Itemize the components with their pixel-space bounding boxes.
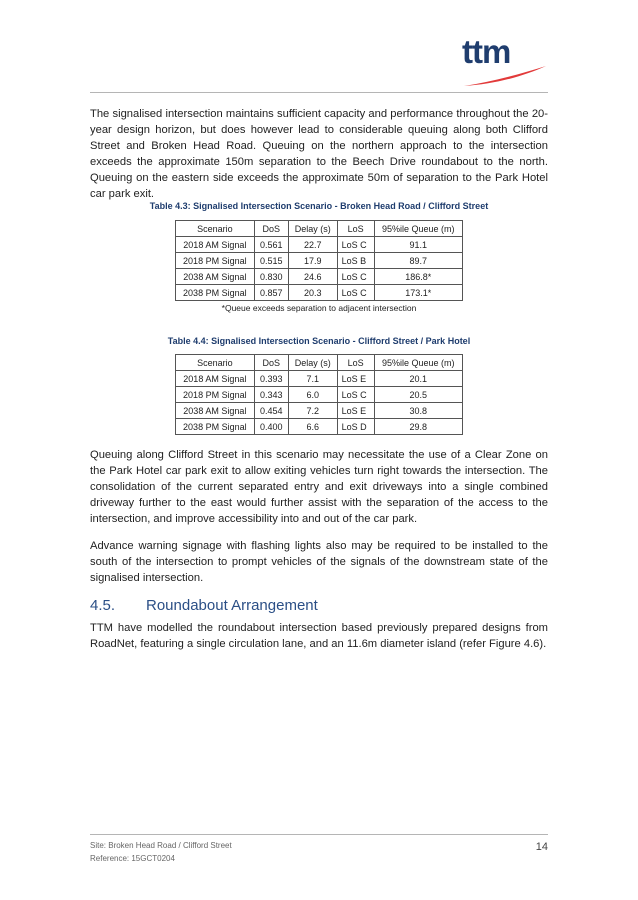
table-row (176, 387, 463, 403)
table-cell: 6.0 (288, 387, 337, 403)
table-4-3 (175, 220, 463, 301)
table-cell: 20.1 (374, 371, 462, 387)
table-cell: 0.561 (254, 237, 288, 253)
table-row (176, 237, 463, 253)
footer-reference: Reference: 15GCT0204 (90, 854, 175, 863)
table-cell: LoS C (337, 269, 374, 285)
footer-divider (90, 834, 548, 835)
table-cell: 2038 PM Signal (176, 419, 255, 435)
table-cell: 2038 PM Signal (176, 285, 255, 301)
table-row (176, 419, 463, 435)
page-number: 14 (535, 841, 548, 853)
table-cell: 22.7 (288, 237, 337, 253)
table-cell: LoS E (337, 403, 374, 419)
column-header: Scenario (176, 221, 255, 237)
table-cell: 7.2 (288, 403, 337, 419)
paragraph-advance-warning: Advance warning signage with flashing lights also may be required to be installed to the south of the intersection to prompt vehicles of the signals of the downstream state of the signalised intersection. (90, 540, 548, 584)
table-cell: 29.8 (374, 419, 462, 435)
column-header: DoS (254, 355, 288, 371)
table-cell: 0.830 (254, 269, 288, 285)
column-header: Scenario (176, 355, 255, 371)
table-cell: 2018 AM Signal (176, 371, 255, 387)
table-cell: 30.8 (374, 403, 462, 419)
column-header: LoS (337, 221, 374, 237)
column-header: LoS (337, 355, 374, 371)
table-4-3-caption: Table 4.3: Signalised Intersection Scenario - Broken Head Road / Clifford Street (149, 201, 489, 211)
table-cell: 2038 AM Signal (176, 269, 255, 285)
column-header: 95%ile Queue (m) (374, 221, 462, 237)
ttm-logo (462, 33, 548, 90)
table-cell: LoS E (337, 371, 374, 387)
table-header-row (176, 355, 463, 371)
table-cell: 17.9 (288, 253, 337, 269)
table-cell: 89.7 (374, 253, 462, 269)
section-title: Roundabout Arrangement (146, 597, 318, 614)
table-cell: 91.1 (374, 237, 462, 253)
table-cell: 2018 PM Signal (176, 253, 255, 269)
table-cell: 2038 AM Signal (176, 403, 255, 419)
table-cell: LoS C (337, 387, 374, 403)
table-row (176, 285, 463, 301)
table-4-3-note: *Queue exceeds separation to adjacent intersection (221, 303, 417, 313)
column-header: Delay (s) (288, 355, 337, 371)
section-heading (90, 597, 318, 614)
table-row (176, 371, 463, 387)
table-4-4 (175, 354, 463, 435)
table-cell: 20.3 (288, 285, 337, 301)
table-cell: 0.454 (254, 403, 288, 419)
column-header: DoS (254, 221, 288, 237)
column-header: Delay (s) (288, 221, 337, 237)
table-cell: LoS C (337, 237, 374, 253)
footer-site: Site: Broken Head Road / Clifford Street (90, 841, 232, 850)
header-divider (90, 92, 548, 93)
section-number: 4.5. (90, 597, 116, 614)
table-cell: 0.857 (254, 285, 288, 301)
table-row (176, 253, 463, 269)
paragraph-signalised-capacity: The signalised intersection maintains sufficient capacity and performance throughout the 20-year design horizon, but does however lead to considerable queuing along both Clifford Street and Broken Head Road. Queuing on the northern approach to the intersection exceeds the approximate 150m separation to the Beech Drive roundabout to the north. Queuing on the eastern side exceeds the approximate 50m of separation to the Park Hotel car park exit. (90, 108, 548, 200)
table-row (176, 269, 463, 285)
table-cell: 20.5 (374, 387, 462, 403)
table-cell: LoS C (337, 285, 374, 301)
table-row (176, 403, 463, 419)
column-header: 95%ile Queue (m) (374, 355, 462, 371)
table-cell: 0.343 (254, 387, 288, 403)
logo-swoosh-icon (462, 64, 548, 88)
table-cell: 2018 AM Signal (176, 237, 255, 253)
table-cell: 24.6 (288, 269, 337, 285)
table-cell: LoS B (337, 253, 374, 269)
table-cell: LoS D (337, 419, 374, 435)
table-cell: 0.400 (254, 419, 288, 435)
table-cell: 0.515 (254, 253, 288, 269)
table-cell: 6.6 (288, 419, 337, 435)
table-cell: 173.1* (374, 285, 462, 301)
logo-wordmark: ttm (462, 33, 511, 70)
paragraph-roundabout: TTM have modelled the roundabout intersection based previously prepared designs from RoadNet, featuring a single circulation lane, and an 11.6m diameter island (refer Figure 4.6). (90, 622, 548, 650)
table-cell: 7.1 (288, 371, 337, 387)
table-cell: 186.8* (374, 269, 462, 285)
table-4-4-caption: Table 4.4: Signalised Intersection Scenario - Clifford Street / Park Hotel (167, 336, 471, 346)
table-header-row (176, 221, 463, 237)
table-cell: 0.393 (254, 371, 288, 387)
table-cell: 2018 PM Signal (176, 387, 255, 403)
paragraph-clifford-queuing: Queuing along Clifford Street in this scenario may necessitate the use of a Clear Zone on the Park Hotel car park exit to allow exiting vehicles turn right towards the intersection. The consolidation of the current separated entry and exit driveways into a single combined driveway further to the east would further assist with the separation of the access to the intersection, and improve accessibility into and out of the car park. (90, 449, 548, 525)
